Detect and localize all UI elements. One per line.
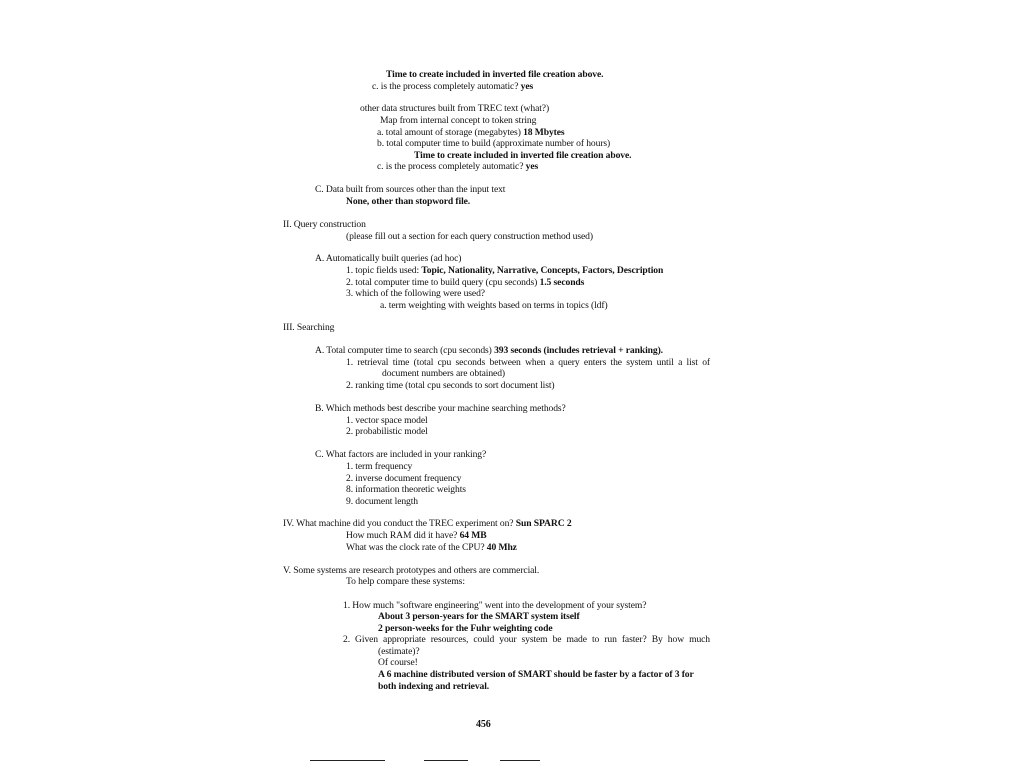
document-line	[283, 518, 572, 529]
line-answer: None, other than stopword file.	[346, 196, 471, 207]
line-answer: Sun SPARC 2	[515, 518, 572, 529]
document-line	[378, 611, 580, 622]
document-line	[346, 357, 710, 368]
document-line	[378, 646, 420, 657]
document-line	[346, 484, 466, 495]
line-text: 9. document length	[346, 496, 419, 507]
line-text: V. Some systems are research prototypes and others are commercial.	[283, 565, 540, 576]
document-line	[414, 150, 631, 161]
document-line	[378, 681, 489, 692]
line-text: other data structures built from TREC text (what?)	[360, 103, 550, 114]
document-line	[377, 161, 538, 172]
line-text: a. term weighting with weights based on terms in topics (ldf)	[380, 300, 608, 311]
document-line	[343, 634, 710, 645]
document-line	[386, 69, 603, 80]
document-line	[346, 461, 412, 472]
document-line	[346, 542, 517, 553]
line-answer: 2 person-weeks for the Fuhr weighting code	[378, 623, 553, 634]
document-line	[360, 103, 549, 114]
line-text: c. is the process completely automatic?	[377, 161, 526, 172]
line-text: How much RAM did it have?	[346, 530, 460, 541]
document-line	[315, 449, 486, 460]
line-answer: 393 seconds (includes retrieval + ranking).	[494, 345, 663, 356]
line-text: 2. Given appropriate resources, could your system be made to run faster? By how much	[343, 634, 710, 645]
document-line	[283, 219, 366, 230]
line-text: (estimate)?	[378, 646, 420, 657]
line-text: 2. total computer time to build query (cpu seconds)	[346, 277, 540, 288]
line-text: IV. What machine did you conduct the TREC experiment on?	[283, 518, 516, 529]
document-line	[377, 138, 610, 149]
document-line	[378, 657, 418, 668]
document-line	[315, 184, 505, 195]
line-text: 2. ranking time (total cpu seconds to sort document list)	[346, 380, 555, 391]
line-text: 2. probabilistic model	[346, 426, 428, 437]
document-line	[346, 473, 461, 484]
line-text: II. Query construction	[283, 219, 366, 230]
line-text: document numbers are obtained)	[382, 368, 506, 379]
line-text: 1. How much "software engineering" went into the development of your system?	[343, 600, 647, 611]
line-answer: Time to create included in inverted file creation above.	[386, 69, 604, 80]
document-line	[346, 426, 428, 437]
document-line	[346, 496, 418, 507]
document-line	[346, 277, 584, 288]
line-answer: 1.5 seconds	[539, 277, 585, 288]
line-text: A. Total computer time to search (cpu seconds)	[315, 345, 495, 356]
line-answer: yes	[520, 81, 534, 92]
line-text: 8. information theoretic weights	[346, 484, 466, 495]
line-text: C. What factors are included in your ranking?	[315, 449, 487, 460]
line-text: 3. which of the following were used?	[346, 288, 485, 299]
divider-line	[500, 760, 540, 761]
line-answer: Topic, Nationality, Narrative, Concepts, Factors, Description	[421, 265, 664, 276]
line-text: What was the clock rate of the CPU?	[346, 542, 487, 553]
line-answer: A 6 machine distributed version of SMART should be faster by a factor of 3 for	[378, 669, 694, 680]
document-line	[377, 127, 565, 138]
document-line	[315, 253, 461, 264]
document-line	[346, 530, 487, 541]
document-line	[382, 368, 505, 379]
document-line	[380, 300, 608, 311]
document-line	[283, 565, 539, 576]
line-answer: both indexing and retrieval.	[378, 681, 490, 692]
line-text: 1. term frequency	[346, 461, 413, 472]
line-text: b. total computer time to build (approximate number of hours)	[377, 138, 611, 149]
line-answer: Time to create included in inverted file creation above.	[414, 150, 632, 161]
page-number: 456	[476, 719, 491, 730]
line-text: a. total amount of storage (megabytes)	[377, 127, 524, 138]
document-line	[346, 196, 470, 207]
line-text: A. Automatically built queries (ad hoc)	[315, 253, 462, 264]
document-line	[346, 288, 485, 299]
document-line	[346, 265, 663, 276]
line-text: Map from internal concept to token string	[380, 115, 537, 126]
line-answer: 18 Mbytes	[523, 127, 565, 138]
line-text: To help compare these systems:	[346, 576, 465, 587]
document-line	[315, 345, 663, 356]
line-text: C. Data built from sources other than the input text	[315, 184, 506, 195]
line-text: Of course!	[378, 657, 418, 668]
document-line	[283, 322, 334, 333]
line-text: III. Searching	[283, 322, 335, 333]
line-answer: About 3 person-years for the SMART system itself	[378, 611, 580, 622]
document-line	[378, 669, 694, 680]
line-text: c. is the process completely automatic?	[372, 81, 521, 92]
document-line	[378, 623, 553, 634]
line-answer: 64 MB	[459, 530, 487, 541]
line-text: 2. inverse document frequency	[346, 473, 462, 484]
document-line	[346, 415, 428, 426]
document-line	[315, 403, 566, 414]
document-line	[346, 380, 555, 391]
line-answer: 40 Mhz	[486, 542, 517, 553]
line-answer: yes	[525, 161, 539, 172]
document-line	[346, 576, 465, 587]
line-text: 1. retrieval time (total cpu seconds between when a query enters the system until a list of	[346, 357, 710, 368]
divider-line	[424, 760, 468, 761]
line-text: B. Which methods best describe your machine searching methods?	[315, 403, 566, 414]
document-line	[372, 81, 533, 92]
line-text: 1. vector space model	[346, 415, 428, 426]
document-line	[380, 115, 536, 126]
document-line	[346, 231, 593, 242]
document-line	[343, 600, 646, 611]
line-text: 1. topic fields used:	[346, 265, 422, 276]
line-text: (please fill out a section for each query construction method used)	[346, 231, 593, 242]
divider-line	[310, 760, 385, 761]
